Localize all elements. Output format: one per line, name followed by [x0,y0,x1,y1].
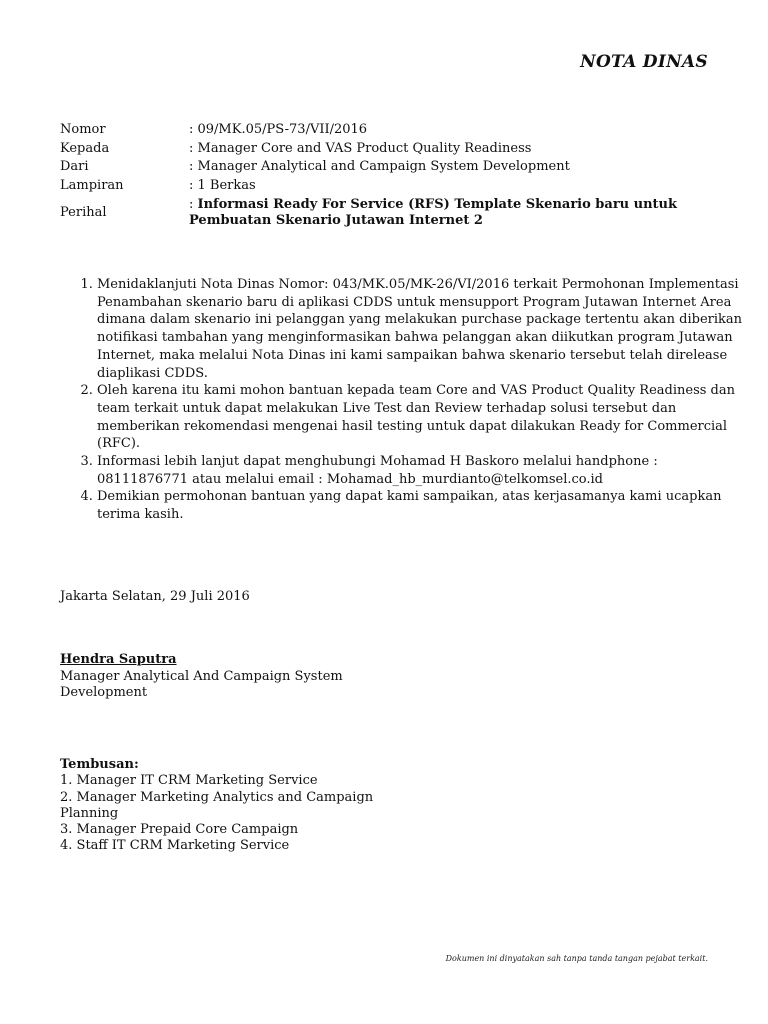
signature-block [60,652,360,702]
list-item: 3. Informasi lebih lanjut dapat menghubungi Mohamad H Baskoro melalui handphone : 08111876771 atau melalui email : Mohamad_hb_murdianto@telkomsel.co.id [97,453,747,488]
cc-item: 2. Manager Marketing Analytics and Campaign Planning [60,789,374,821]
meta-row-lampiran [60,177,720,196]
meta-value: : 1 Berkas [189,177,256,193]
meta-row-kepada [60,140,720,159]
memo-body-list [60,276,747,524]
signer-name: Hendra Saputra [60,652,177,667]
list-item: 1. Menidaklanjuti Nota Dinas Nomor: 043/MK.05/MK-26/VI/2016 terkait Permohonan Implementasi Penambahan skenario baru di aplikasi CDDS untuk mensupport Program Jutawan Internet Area dimana dalam skenario ini pelanggan yang melakukan purchase package tertentu akan diberikan notifikasi tambahan yang menginformasikan bahwa pelanggan akan diikutkan program Jutawan Internet, maka melalui Nota Dinas ini kami sampaikan bahwa skenario tersebut telah direlease diaplikasi CDDS. [97,276,747,382]
signer-position: Development [60,685,148,700]
list-item: 4. Demikian permohonan bantuan yang dapat kami sampaikan, atas kerjasamanya kami ucapkan terima kasih. [97,488,747,523]
signer-position: Manager Analytical And Campaign System [60,668,343,684]
meta-row-dari [60,158,720,177]
meta-row-nomor [60,121,720,140]
cc-title: Tembusan: [60,757,139,772]
meta-label: Kepada [60,140,110,156]
cc-item: 1. Manager IT CRM Marketing Service [60,773,318,789]
meta-value: : Manager Analytical and Campaign System Development [189,159,570,174]
document-title: NOTA DINAS [580,52,708,72]
meta-row-perihal [60,197,720,229]
meta-label: Nomor [60,122,106,137]
meta-label: Dari [60,159,89,174]
carbon-copy-block [60,757,390,855]
meta-value: : 09/MK.05/PS-73/VII/2016 [189,122,368,137]
list-item: 2. Oleh karena itu kami mohon bantuan kepada team Core and VAS Product Quality Readiness dan team terkait untuk dapat melakukan Live Test dan Review terhadap solusi tersebut dan memberikan rekomendasi mengenai hasil testing untuk dapat dilakukan Ready for Commercial (RFC). [97,382,747,453]
footer-note: Dokumen ini dinyatakan sah tanpa tanda tangan pejabat terkait. [445,954,708,963]
subject-value [189,197,720,229]
subject-colon: : [189,197,198,212]
memo-header [60,121,720,229]
cc-item: 4. Staff IT CRM Marketing Service [60,838,290,854]
meta-label: Perihal [60,204,107,220]
cc-item: 3. Manager Prepaid Core Campaign [60,822,299,838]
meta-label: Lampiran [60,177,124,193]
meta-value: : Manager Core and VAS Product Quality Readiness [189,140,532,156]
place-date: Jakarta Selatan, 29 Juli 2016 [60,589,250,604]
subject-text: Informasi Ready For Service (RFS) Template Skenario baru untuk Pembuatan Skenario Jutawan Internet 2 [189,197,678,228]
